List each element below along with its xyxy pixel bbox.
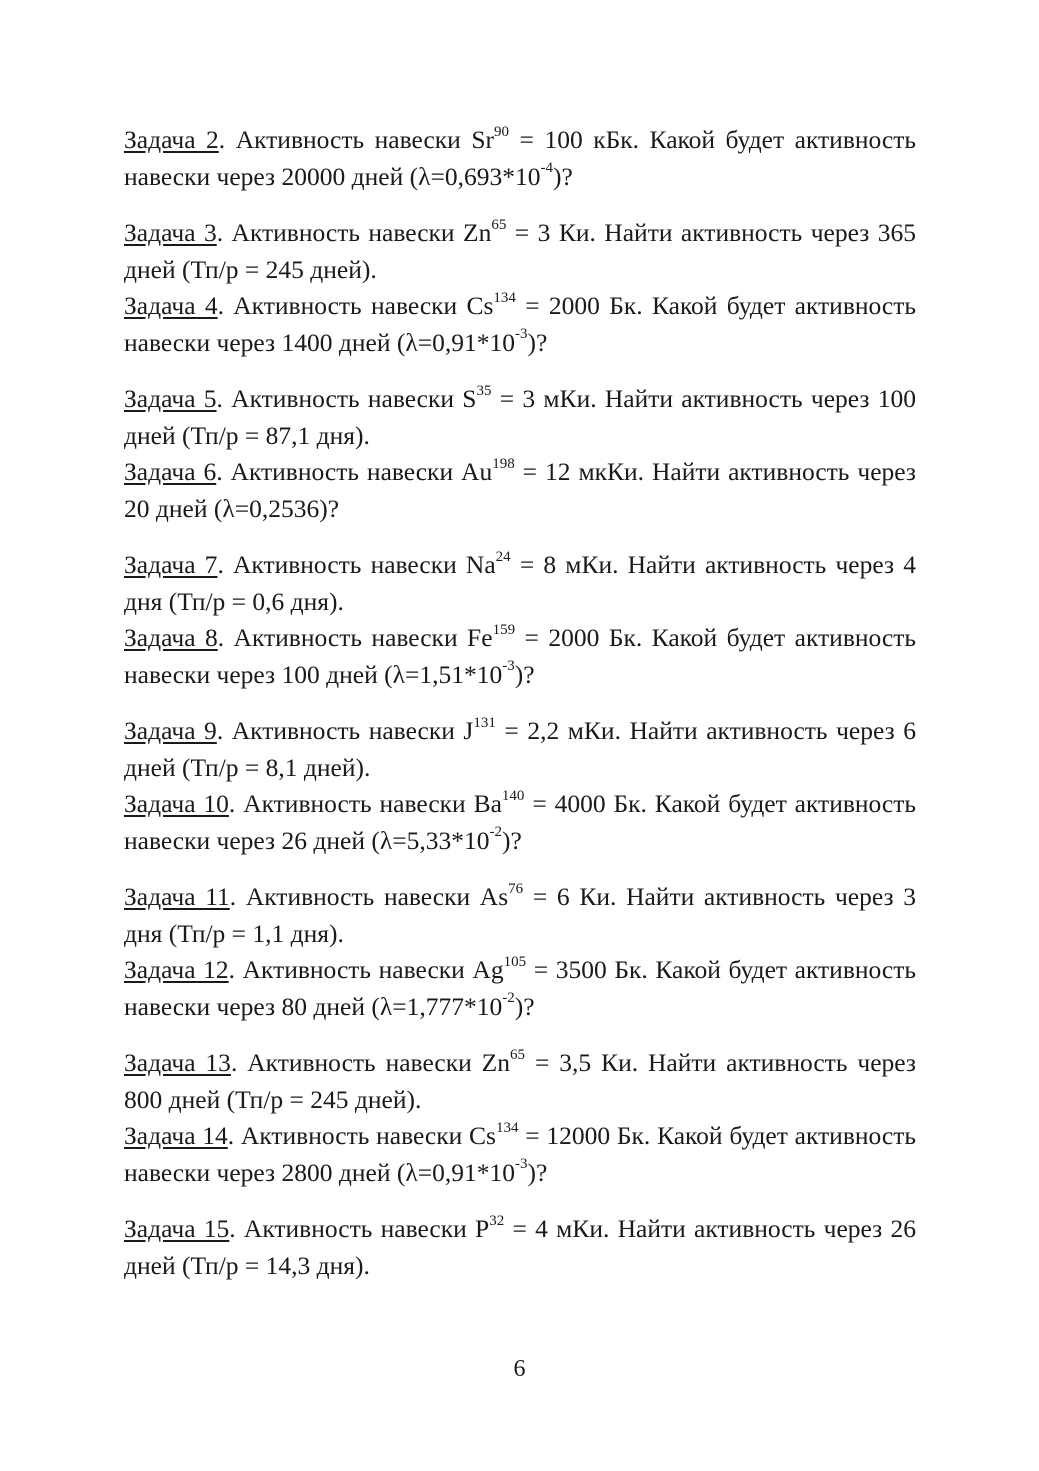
task-text: = 8 мКи. Найти активность через 4 дня (Тп/р = 0,6 дня). [124,550,916,616]
task-label: Задача 5 [124,384,217,413]
task-2 [124,122,916,195]
task-label: Задача 12 [124,955,229,984]
task-text: . Активность навески Na [217,550,496,579]
task-text: = 6 Ки. Найти активность через 3 дня (Тп/р = 1,1 дня). [124,882,916,948]
isotope-mass-number: 198 [492,455,515,472]
task-label: Задача 11 [124,882,230,911]
task-label: Задача 9 [124,716,217,745]
task-text: )? [514,991,535,1021]
task-text: . Активность навески Ag [228,955,504,984]
exponent: -4 [540,160,553,176]
task-4 [124,288,916,361]
isotope-mass-number: 159 [492,621,516,638]
task-text: . Активность навески Ba [228,789,502,818]
task-text: . Активность навески Cs [227,1121,496,1150]
task-text: = 3 Ки. Найти активность через 365 дней (Тп/р = 245 дней). [124,218,916,284]
exponent: -2 [489,824,502,840]
exponent: -2 [502,990,515,1006]
isotope-mass-number: 105 [503,953,527,970]
task-text: = 3,5 Ки. Найти активность через 800 дней (Тп/р = 245 дней). [124,1048,916,1114]
task-label: Задача 4 [124,291,218,320]
task-text: = 12 мкКи. Найти активность через 20 дней (λ=0,2536)? [124,457,916,523]
task-text: . Активность навески P [229,1214,490,1243]
task-text: )? [552,161,573,191]
task-label: Задача 8 [124,623,218,652]
task-5 [124,381,916,454]
isotope-mass-number: 90 [494,123,510,140]
task-text: )? [527,327,548,357]
page-number: 6 [513,1356,526,1382]
task-text: = 2000 Бк. Какой будет активность навески через 1400 дней (λ=0,91*10 [124,291,916,357]
task-7 [124,547,916,620]
task-text: = 100 кБк. Какой будет активность навески через 20000 дней (λ=0,693*10 [124,125,916,191]
task-text: . Активность навески S [216,384,477,413]
exponent: -3 [514,326,528,342]
task-label: Задача 14 [124,1121,228,1150]
isotope-mass-number: 32 [489,1212,505,1229]
task-9 [124,713,916,786]
task-text: )? [501,825,522,855]
isotope-mass-number: 131 [473,714,496,731]
task-text: = 3500 Бк. Какой будет активность навески через 80 дней (λ=1,777*10 [124,955,916,1021]
task-text: = 2,2 мКи. Найти активность через 6 дней (Тп/р = 8,1 дней). [124,716,916,782]
isotope-mass-number: 76 [508,880,524,897]
task-label: Задача 13 [124,1048,231,1077]
isotope-mass-number: 35 [476,382,492,399]
task-text: = 12000 Бк. Какой будет активность навески через 2800 дней (λ=0,91*10 [124,1121,916,1187]
task-text: = 3 мКи. Найти активность через 100 дней (Тп/р = 87,1 дня). [124,384,917,450]
task-15 [124,1211,916,1284]
document-page [124,122,916,1284]
task-text: . Активность навески Zn [230,1048,511,1077]
task-10 [124,786,916,859]
task-label: Задача 6 [124,457,217,486]
task-text: . Активность навески J [216,716,474,745]
task-6 [124,454,916,527]
task-11 [124,879,916,952]
task-label: Задача 10 [124,789,229,818]
task-text: . Активность навески Zn [216,218,492,247]
task-text: . Активность навески As [229,882,509,911]
task-text: . Активность навески Au [216,457,493,486]
isotope-mass-number: 24 [495,548,511,565]
task-13 [124,1045,916,1118]
task-text: )? [527,1157,548,1187]
task-label: Задача 7 [124,550,218,579]
task-8 [124,620,916,693]
task-text: )? [514,659,535,689]
task-text: = 4 мКи. Найти активность через 26 дней (Тп/р = 14,3 дня). [124,1214,917,1280]
task-text: = 4000 Бк. Какой будет активность навески через 26 дней (λ=5,33*10 [124,789,916,855]
task-text: . Активность навески Cs [217,291,494,320]
task-3 [124,215,916,288]
isotope-mass-number: 65 [491,216,507,233]
task-text: = 2000 Бк. Какой будет активность навески через 100 дней (λ=1,51*10 [124,623,916,689]
exponent: -3 [502,658,515,674]
isotope-mass-number: 140 [501,787,525,804]
task-text: . Активность навески Sr [218,125,495,154]
exponent: -3 [514,1156,528,1172]
task-label: Задача 15 [124,1214,230,1243]
task-text: . Активность навески Fe [217,623,493,652]
isotope-mass-number: 65 [510,1046,526,1063]
isotope-mass-number: 134 [495,1119,519,1136]
task-label: Задача 2 [124,125,219,154]
task-label: Задача 3 [124,218,217,247]
task-12 [124,952,916,1025]
isotope-mass-number: 134 [493,289,516,306]
task-14 [124,1118,916,1191]
